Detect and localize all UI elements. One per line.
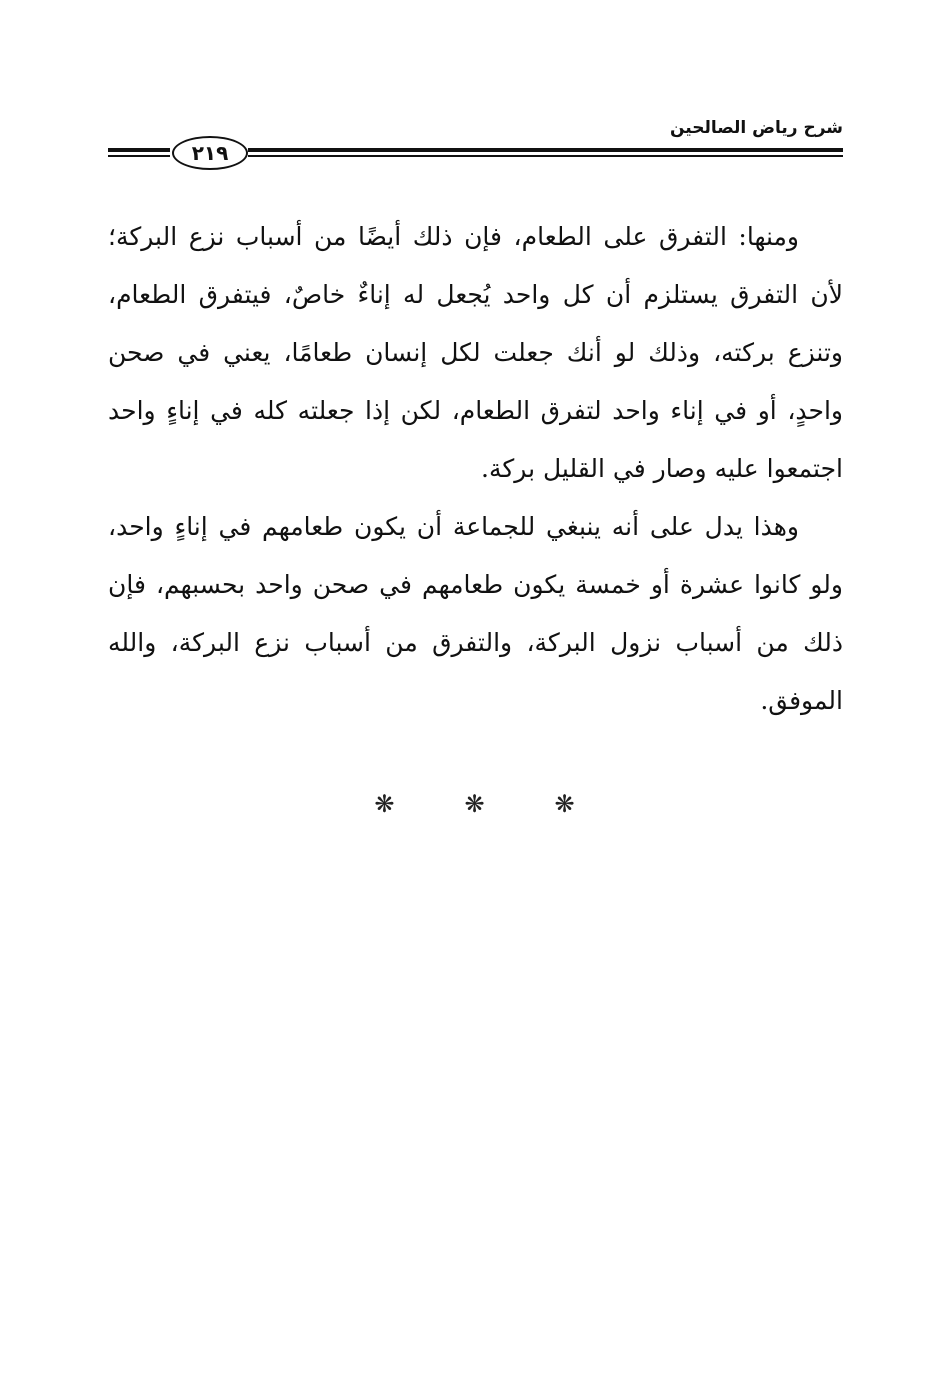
page-header [108, 112, 843, 172]
page-body [108, 208, 843, 730]
paragraph-1: ومنها: التفرق على الطعام، فإن ذلك أيضًا من أسباب نزع البركة؛ لأن التفرق يستلزم أن كل واحد يُجعل له إناءٌ خاصٌ، فيتفرق الطعام، وتنزع بركته، وذلك لو أنك جعلت لكل إنسان طعامًا، يعني في صحن واحدٍ، أو في إناء واحد لتفرق الطعام، لكن إذا جعلته كله في إناءٍ واحد اجتمعوا عليه وصار في القليل بركة. [108, 222, 843, 483]
star-ornament-icon: ❋ [374, 790, 395, 818]
book-title: شرح رياض الصالحين [669, 118, 843, 138]
paragraph-2: وهذا يدل على أنه ينبغي للجماعة أن يكون طعامهم في إناءٍ واحد، ولو كانوا عشرة أو خمسة يكون طعامهم في صحن واحد بحسبهم، فإن ذلك من أسباب نزول البركة، والتفرق من أسباب نزع البركة، والله الموفق. [108, 512, 843, 715]
star-ornament-icon: ❋ [554, 790, 575, 818]
star-ornament-icon: ❋ [464, 790, 485, 818]
header-rule-right [248, 148, 843, 157]
section-separator [0, 790, 949, 818]
header-rule-left [108, 148, 170, 157]
page-number: ٢١٩ [172, 136, 248, 170]
